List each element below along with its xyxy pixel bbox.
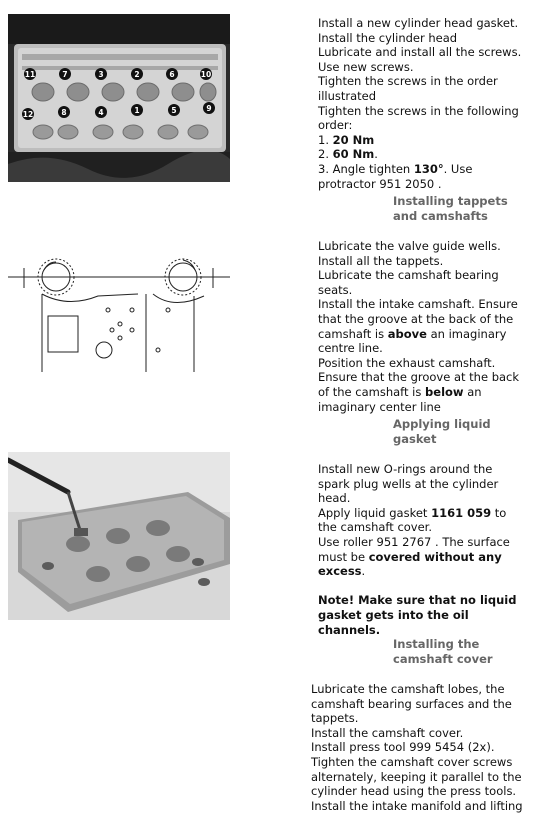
instruction-line: Install a new cylinder head gasket. xyxy=(318,16,519,30)
bolt-number: 3 xyxy=(98,70,104,79)
instruction-line: centre line. xyxy=(318,341,383,356)
bolt-number: 4 xyxy=(98,108,104,117)
instruction-line: Install the intake manifold and lifting xyxy=(311,798,523,813)
camshaft-instructions xyxy=(318,239,548,414)
instruction-line: Lubricate the camshaft lobes, the xyxy=(311,682,505,696)
note-line: Note! Make sure that no liquid xyxy=(318,593,517,608)
instruction-line: spark plug wells at the cylinder xyxy=(318,476,499,491)
camshaft-diagram xyxy=(8,250,230,372)
instruction-line: of the camshaft is below an xyxy=(318,384,482,399)
instruction-line: Apply liquid gasket 1161 059 to xyxy=(318,505,507,520)
instruction-line: camshaft is above an imaginary xyxy=(318,326,507,341)
instruction-line: imaginary center line xyxy=(318,399,441,414)
bolt-number: 12 xyxy=(22,110,34,119)
instruction-line: cylinder head using the press tools. xyxy=(311,784,517,799)
cylinder-head-instructions xyxy=(318,16,548,191)
torque-step: 2. 60 Nm. xyxy=(318,147,378,162)
instruction-line: Position the exhaust camshaft. xyxy=(318,355,496,370)
torque-step: 1. 20 Nm xyxy=(318,132,375,147)
instruction-line: Install press tool 999 5454 (2x). xyxy=(311,740,495,755)
instruction-line: Install all the tappets. xyxy=(318,253,444,268)
liquid-gasket-instructions xyxy=(318,462,548,637)
bolt-number: 8 xyxy=(61,108,67,117)
note-line: gasket gets into the oil xyxy=(318,607,469,622)
instruction-line: Lubricate the valve guide wells. xyxy=(318,239,501,253)
instruction-line: Lubricate the camshaft bearing xyxy=(318,268,499,283)
instruction-line: Lubricate and install all the screws. xyxy=(318,45,522,60)
instruction-line: order: xyxy=(318,118,353,133)
instruction-line: excess. xyxy=(318,564,366,579)
liquid-gasket-photo xyxy=(8,452,230,620)
instruction-line: Install the intake camshaft. Ensure xyxy=(318,297,518,312)
bolt-number: 10 xyxy=(200,70,212,79)
bolt-number: 5 xyxy=(171,106,177,115)
camshaft-cover-instructions xyxy=(311,682,547,813)
bolt-number: 2 xyxy=(134,70,140,79)
bolt-number: 7 xyxy=(62,70,68,79)
instruction-line: Install the cylinder head xyxy=(318,30,458,45)
bolt-number: 6 xyxy=(169,70,175,79)
instruction-line: Tighten the screws in the following xyxy=(318,103,519,118)
instruction-line: tappets. xyxy=(311,711,359,726)
instruction-line: head. xyxy=(318,491,351,506)
section-heading-camshaft-cover: Installing the camshaft cover xyxy=(393,637,493,666)
instruction-line: camshaft bearing surfaces and the xyxy=(311,696,512,711)
note-line: channels. xyxy=(318,622,381,637)
instruction-line: Use roller 951 2767 . The surface xyxy=(318,534,510,549)
cylinder-head-photo xyxy=(8,14,230,182)
bolt-number: 11 xyxy=(24,70,36,79)
section-heading-liquid-gasket: Applying liquid gasket xyxy=(393,417,491,446)
instruction-line: seats. xyxy=(318,282,353,297)
instruction-line: protractor 951 2050 . xyxy=(318,176,442,191)
instruction-line: that the groove at the back of the xyxy=(318,311,514,326)
instruction-line: Install the camshaft cover. xyxy=(311,725,464,740)
instruction-line: must be covered without any xyxy=(318,549,502,564)
instruction-line: Tighten the screws in the order xyxy=(318,74,498,89)
bolt-number: 1 xyxy=(134,106,140,115)
instruction-line: alternately, keeping it parallel to the xyxy=(311,769,522,784)
instruction-line: Ensure that the groove at the back xyxy=(318,370,520,385)
spacer xyxy=(318,579,548,594)
instruction-line: Tighten the camshaft cover screws xyxy=(311,754,513,769)
instruction-line: Use new screws. xyxy=(318,59,414,74)
torque-step: 3. Angle tighten 130°. Use xyxy=(318,161,473,176)
instruction-line: Install new O-rings around the xyxy=(318,462,493,476)
instruction-line: the camshaft cover. xyxy=(318,520,433,535)
section-heading-tappets: Installing tappets and camshafts xyxy=(393,194,508,223)
instruction-line: illustrated xyxy=(318,88,377,103)
bolt-number: 9 xyxy=(206,104,212,113)
